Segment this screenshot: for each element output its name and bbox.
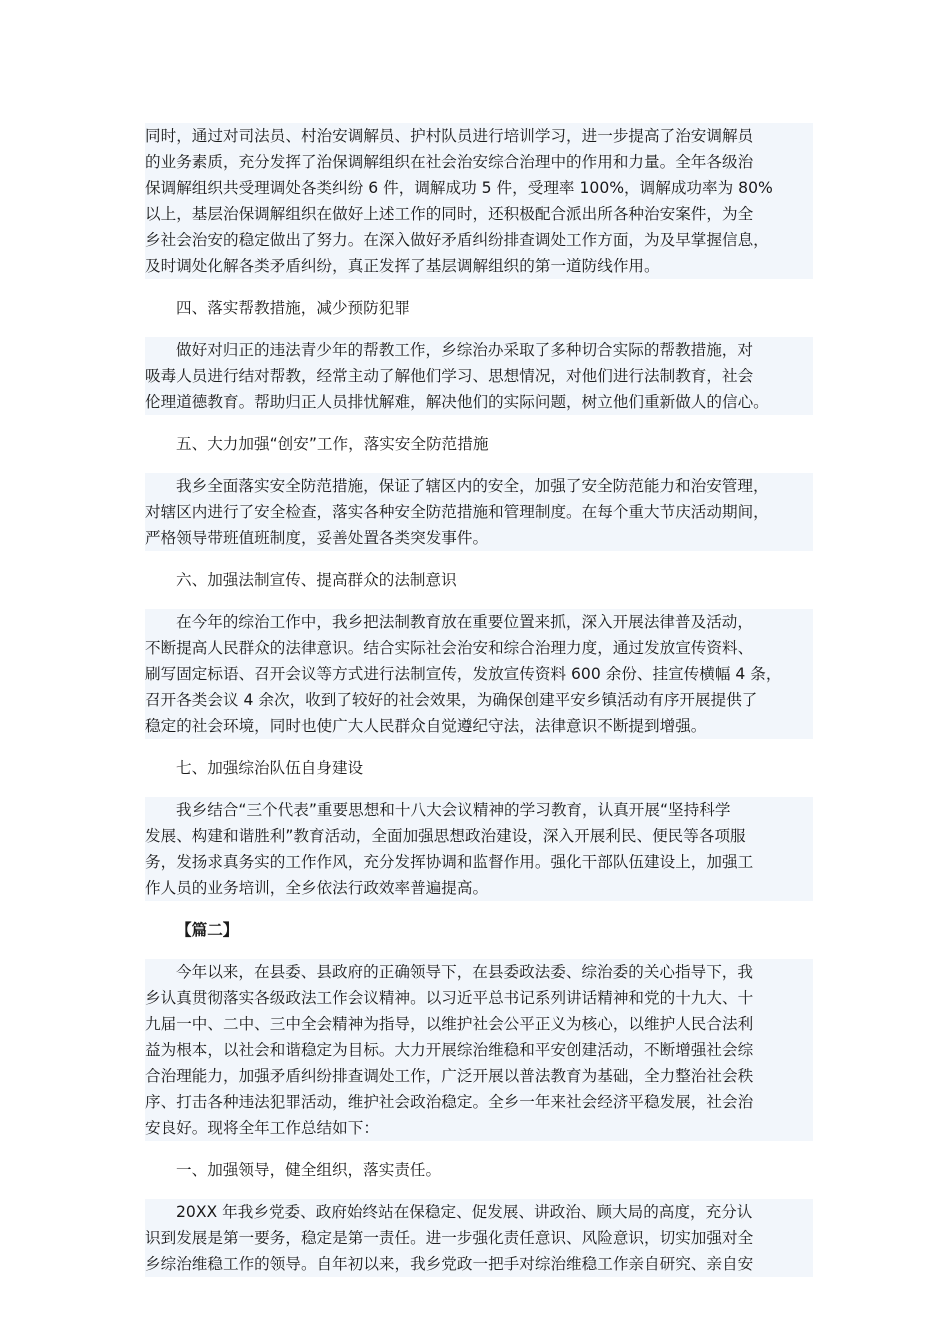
- text-line: 做好对归正的违法青少年的帮教工作，乡综治办采取了多种切合实际的帮教措施，对: [145, 337, 813, 363]
- document-page: [145, 123, 813, 1293]
- text-line: 严格领导带班值班制度，妥善处置各类突发事件。: [145, 525, 813, 551]
- paragraph-mediation: [145, 123, 813, 279]
- text-line: 伦理道德教育。帮助归正人员排忧解难，解决他们的实际问题，树立他们重新做人的信心。: [145, 389, 813, 415]
- text-line: 保调解组织共受理调处各类纠纷 6 件，调解成功 5 件，受理率 100%，调解成功率为 80%: [145, 175, 813, 201]
- text-line: 合治理能力，加强矛盾纠纷排查调处工作，广泛开展以普法教育为基础，全力整治社会秩: [145, 1063, 813, 1089]
- paragraph-legal-promotion: [145, 609, 813, 739]
- text-line: 刷写固定标语、召开会议等方式进行法制宣传，发放宣传资料 600 余份、挂宣传横幅 4 条，: [145, 661, 813, 687]
- paragraph-leadership: [145, 1199, 813, 1277]
- paragraph-safety: [145, 473, 813, 551]
- section-heading-4: 四、落实帮教措施，减少预防犯罪: [176, 299, 410, 317]
- text-line: 九届一中、二中、三中全会精神为指导，以维护社会公平正义为核心，以维护人民合法利: [145, 1011, 813, 1037]
- text-line: 乡认真贯彻落实各级政法工作会议精神。以习近平总书记系列讲话精神和党的十九大、十: [145, 985, 813, 1011]
- text-line: 以上，基层治保调解组织在做好上述工作的同时，还积极配合派出所各种治安案件，为全: [145, 201, 813, 227]
- text-line: 今年以来，在县委、县政府的正确领导下，在县委政法委、综治委的关心指导下，我: [145, 959, 813, 985]
- text-line: 稳定的社会环境，同时也使广大人民群众自觉遵纪守法，法律意识不断提到增强。: [145, 713, 813, 739]
- section-heading-7: 七、加强综治队伍自身建设: [176, 759, 364, 777]
- text-line: 同时，通过对司法员、村治安调解员、护村队员进行培训学习，进一步提高了治安调解员: [145, 123, 813, 149]
- text-line: 的业务素质，充分发挥了治保调解组织在社会治安综合治理中的作用和力量。全年各级治: [145, 149, 813, 175]
- text-line: 我乡结合“三个代表”重要思想和十八大会议精神的学习教育，认真开展“坚持科学: [145, 797, 813, 823]
- text-line: 吸毒人员进行结对帮教，经常主动了解他们学习、思想情况，对他们进行法制教育，社会: [145, 363, 813, 389]
- text-line: 在今年的综治工作中，我乡把法制教育放在重要位置来抓，深入开展法律普及活动，: [145, 609, 813, 635]
- text-line: 我乡全面落实安全防范措施，保证了辖区内的安全，加强了安全防范能力和治安管理，: [145, 473, 813, 499]
- text-line: 序、打击各种违法犯罪活动，维护社会政治稳定。全乡一年来社会经济平稳发展，社会治: [145, 1089, 813, 1115]
- text-line: 识到发展是第一要务，稳定是第一责任。进一步强化责任意识、风险意识，切实加强对全: [145, 1225, 813, 1251]
- section-heading-6: 六、加强法制宣传、提高群众的法制意识: [176, 571, 457, 589]
- text-line: 作人员的业务培训，全乡依法行政效率普遍提高。: [145, 875, 813, 901]
- text-line: 不断提高人民群众的法律意识。结合实际社会治安和综合治理力度，通过发放宣传资料、: [145, 635, 813, 661]
- paragraph-rehabilitation: [145, 337, 813, 415]
- section-heading-5: 五、大力加强“创安”工作，落实安全防范措施: [176, 435, 489, 453]
- text-line: 益为根本，以社会和谐稳定为目标。大力开展综治维稳和平安创建活动，不断增强社会综: [145, 1037, 813, 1063]
- section-title-part-two: 【篇二】: [176, 921, 239, 939]
- text-line: 乡综治维稳工作的领导。自年初以来，我乡党政一把手对综治维稳工作亲自研究、亲自安: [145, 1251, 813, 1277]
- text-line: 20XX 年我乡党委、政府始终站在保稳定、促发展、讲政治、顾大局的高度，充分认: [145, 1199, 813, 1225]
- paragraph-team-building: [145, 797, 813, 901]
- text-line: 发展、构建和谐胜利”教育活动，全面加强思想政治建设，深入开展利民、便民等各项服: [145, 823, 813, 849]
- section-heading-1: 一、加强领导，健全组织，落实责任。: [176, 1161, 442, 1179]
- text-line: 务，发扬求真务实的工作作风，充分发挥协调和监督作用。强化干部队伍建设上，加强工: [145, 849, 813, 875]
- text-line: 对辖区内进行了安全检查，落实各种安全防范措施和管理制度。在每个重大节庆活动期间，: [145, 499, 813, 525]
- text-line: 安良好。现将全年工作总结如下：: [145, 1115, 813, 1141]
- text-line: 乡社会治安的稳定做出了努力。在深入做好矛盾纠纷排查调处工作方面，为及早掌握信息，: [145, 227, 813, 253]
- text-line: 召开各类会议 4 余次，收到了较好的社会效果，为确保创建平安乡镇活动有序开展提供了: [145, 687, 813, 713]
- text-line: 及时调处化解各类矛盾纠纷，真正发挥了基层调解组织的第一道防线作用。: [145, 253, 813, 279]
- paragraph-intro: [145, 959, 813, 1141]
